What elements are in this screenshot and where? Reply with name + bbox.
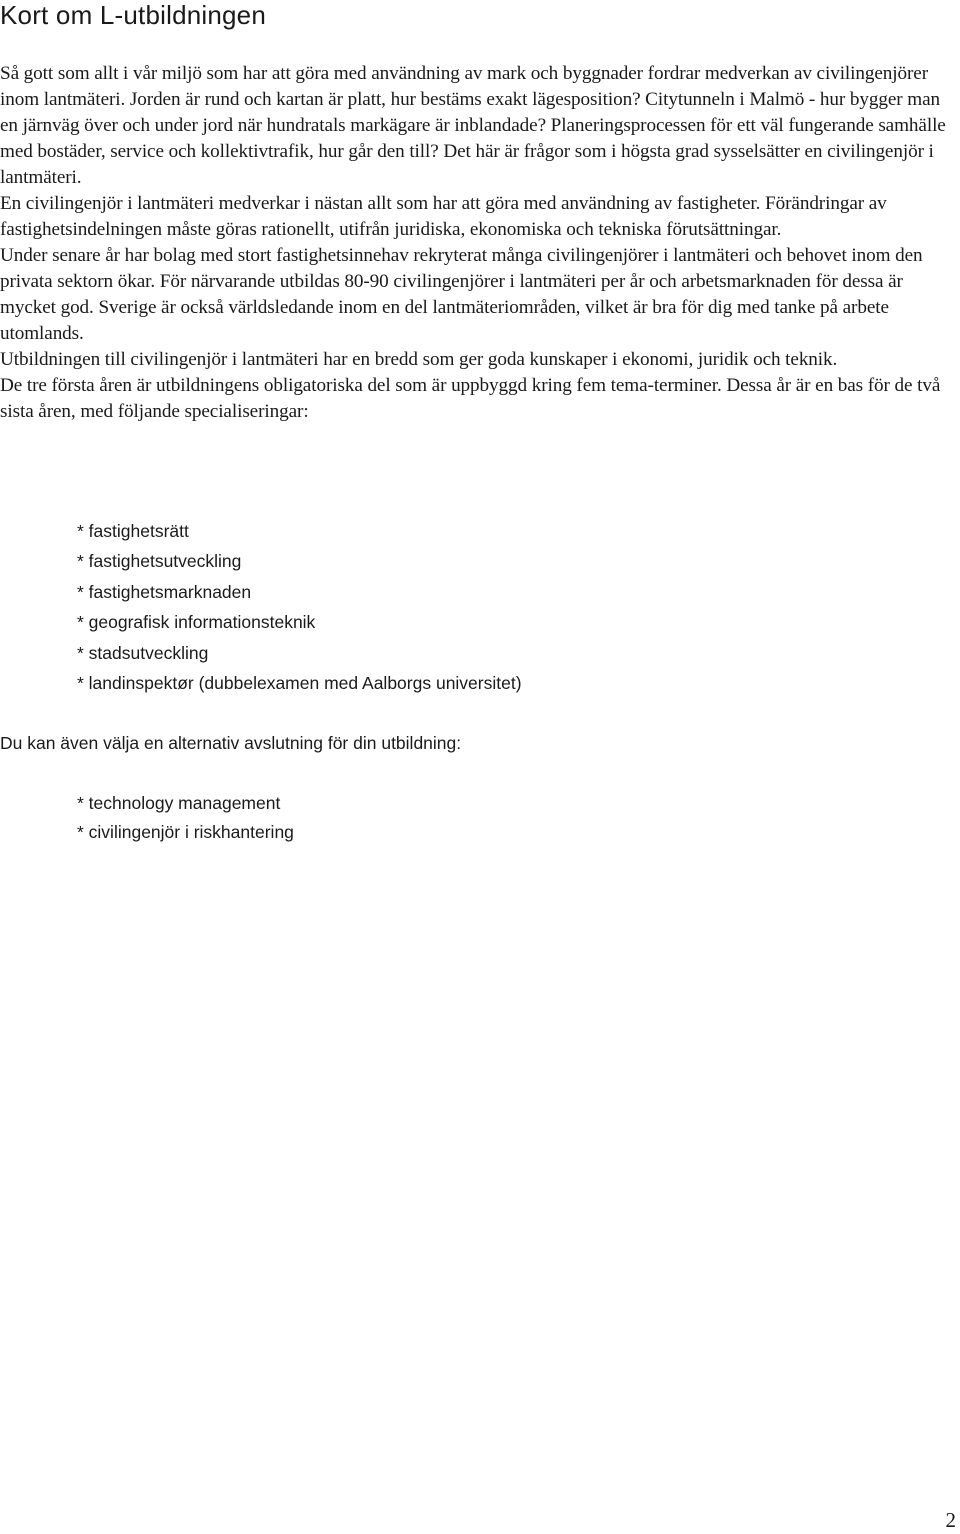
alternative-intro: Du kan även välja en alternativ avslutning för din utbildning: xyxy=(0,733,462,753)
page-number: 2 xyxy=(945,1508,956,1532)
list-item: * fastighetsrätt xyxy=(77,521,189,541)
alternative-list xyxy=(77,789,294,846)
paragraph-bredd: Utbildningen till civilingenjör i lantmäteri har en bredd som ger goda kunskaper i ekonomi, juridik och teknik. xyxy=(0,349,838,370)
paragraph-struktur: De tre första åren är utbildningens obligatoriska del som är uppbyggd kring fem tema-terminer. Dessa år är en bas för de två sista åren, med följande specialiseringar: xyxy=(0,375,941,422)
specialization-list xyxy=(77,516,522,698)
body-text xyxy=(0,61,950,425)
list-item: * civilingenjör i riskhantering xyxy=(77,821,294,842)
list-item: * fastighetsmarknaden xyxy=(77,581,252,602)
paragraph-fastigheter: En civilingenjör i lantmäteri medverkar i nästan allt som har att göra med användning av fastigheter. Förändringar av fastighetsindelningen måste göras rationellt, utifrån juridiska, ekonomiska och tekniska förutsättningar. xyxy=(0,193,887,240)
list-item: * technology management xyxy=(77,793,281,813)
paragraph-intro: Så gott som allt i vår miljö som har att göra med användning av mark och byggnader fordrar medverkan av civilingenjörer inom lantmäteri. Jorden är rund och kartan är platt, hur bestäms exakt lägesposition? Citytunneln i Malmö - hur bygger man en järnväg över och under jord när hundratals markägare är inblandade? Planeringsprocessen för ett väl fungerande samhälle med bostäder, service och kollektivtrafik, hur går den till? Det här är frågor som i högsta grad sysselsätter en civilingenjör i lantmäteri. xyxy=(0,63,946,188)
page-title: Kort om L-utbildningen xyxy=(0,0,266,30)
list-item: * stadsutveckling xyxy=(77,642,209,663)
list-item: * landinspektør (dubbelexamen med Aalborgs universitet) xyxy=(77,673,522,694)
paragraph-arbetsmarknad: Under senare år har bolag med stort fastighetsinnehav rekryterat många civilingenjörer i lantmäteri och behovet inom den privata sektorn ökar. För närvarande utbildas 80-90 civilingenjörer i lantmäteri per år och arbetsmarknaden för dessa är mycket god. Sverige är också världsledande inom en del lantmäteriområden, vilket är bra för dig med tanke på arbete utomlands. xyxy=(0,245,923,344)
list-item: * fastighetsutveckling xyxy=(77,551,242,572)
list-item: * geografisk informationsteknik xyxy=(77,612,316,633)
